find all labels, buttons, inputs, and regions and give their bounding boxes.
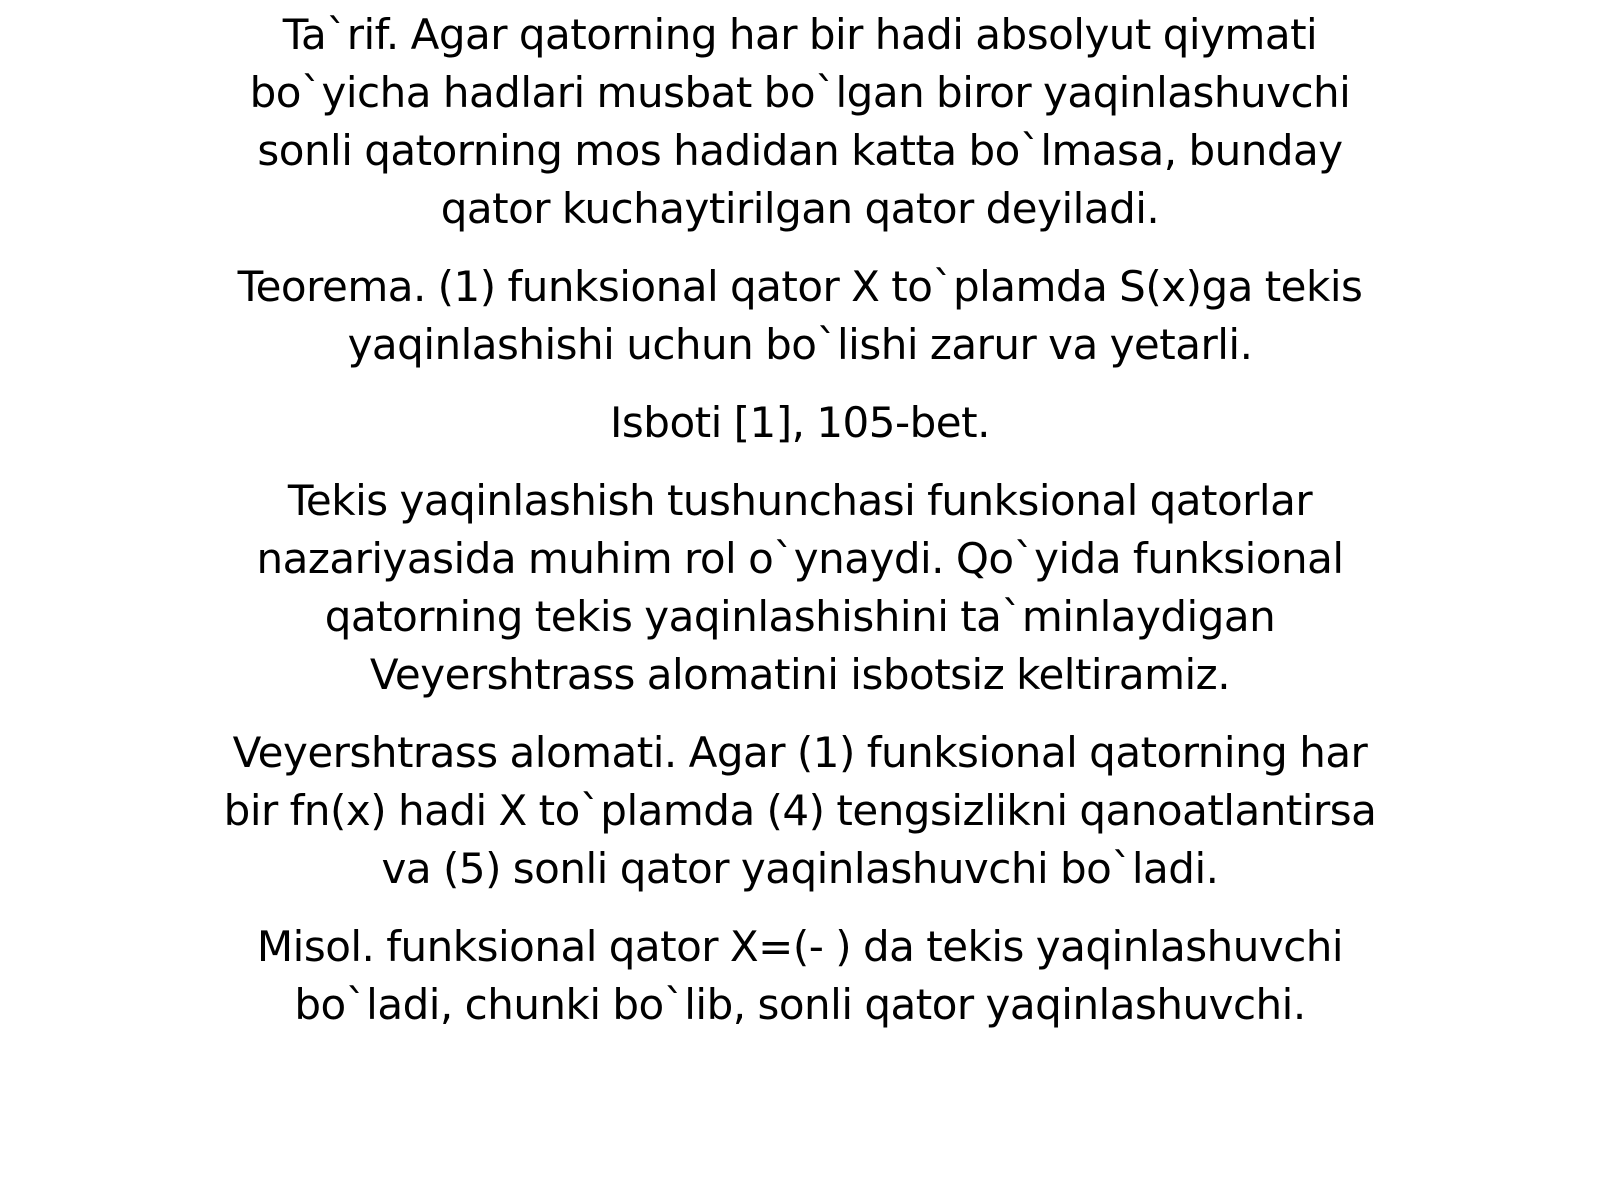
example-paragraph: Misol. funksional qator X=(- ) da tekis yaqinlashuvchi bo`ladi, chunki bo`lib, sonli qator yaqinlashuvchi. [256, 922, 1344, 1029]
proof-reference-paragraph: Isboti [1], 105-bet. [610, 398, 990, 447]
theorem-paragraph: Teorema. (1) funksional qator X to`plamda S(x)ga tekis yaqinlashishi uchun bo`lishi zarur va yetarli. [237, 262, 1363, 369]
uniform-convergence-paragraph: Tekis yaqinlashish tushunchasi funksional qatorlar nazariyasida muhim rol o`ynaydi. Qo`yida funksional qatorning tekis yaqinlashishini ta`minlaydigan Veyershtrass alomatini isbotsiz keltiramiz. [256, 476, 1344, 699]
definition-paragraph: Ta`rif. Agar qatorning har bir hadi absolyut qiymati bo`yicha hadlari musbat bo`lgan biror yaqinlashuvchi sonli qatorning mos hadidan katta bo`lmasa, bunday qator kuchaytirilgan qator deyiladi. [249, 10, 1351, 233]
slide-text-body [210, 6, 1390, 1054]
weierstrass-test-paragraph: Veyershtrass alomati. Agar (1) funksional qatorning har bir fn(x) hadi X to`plamda (4) tengsizlikni qanoatlantirsa va (5) sonli qator yaqinlashuvchi bo`ladi. [223, 728, 1377, 893]
